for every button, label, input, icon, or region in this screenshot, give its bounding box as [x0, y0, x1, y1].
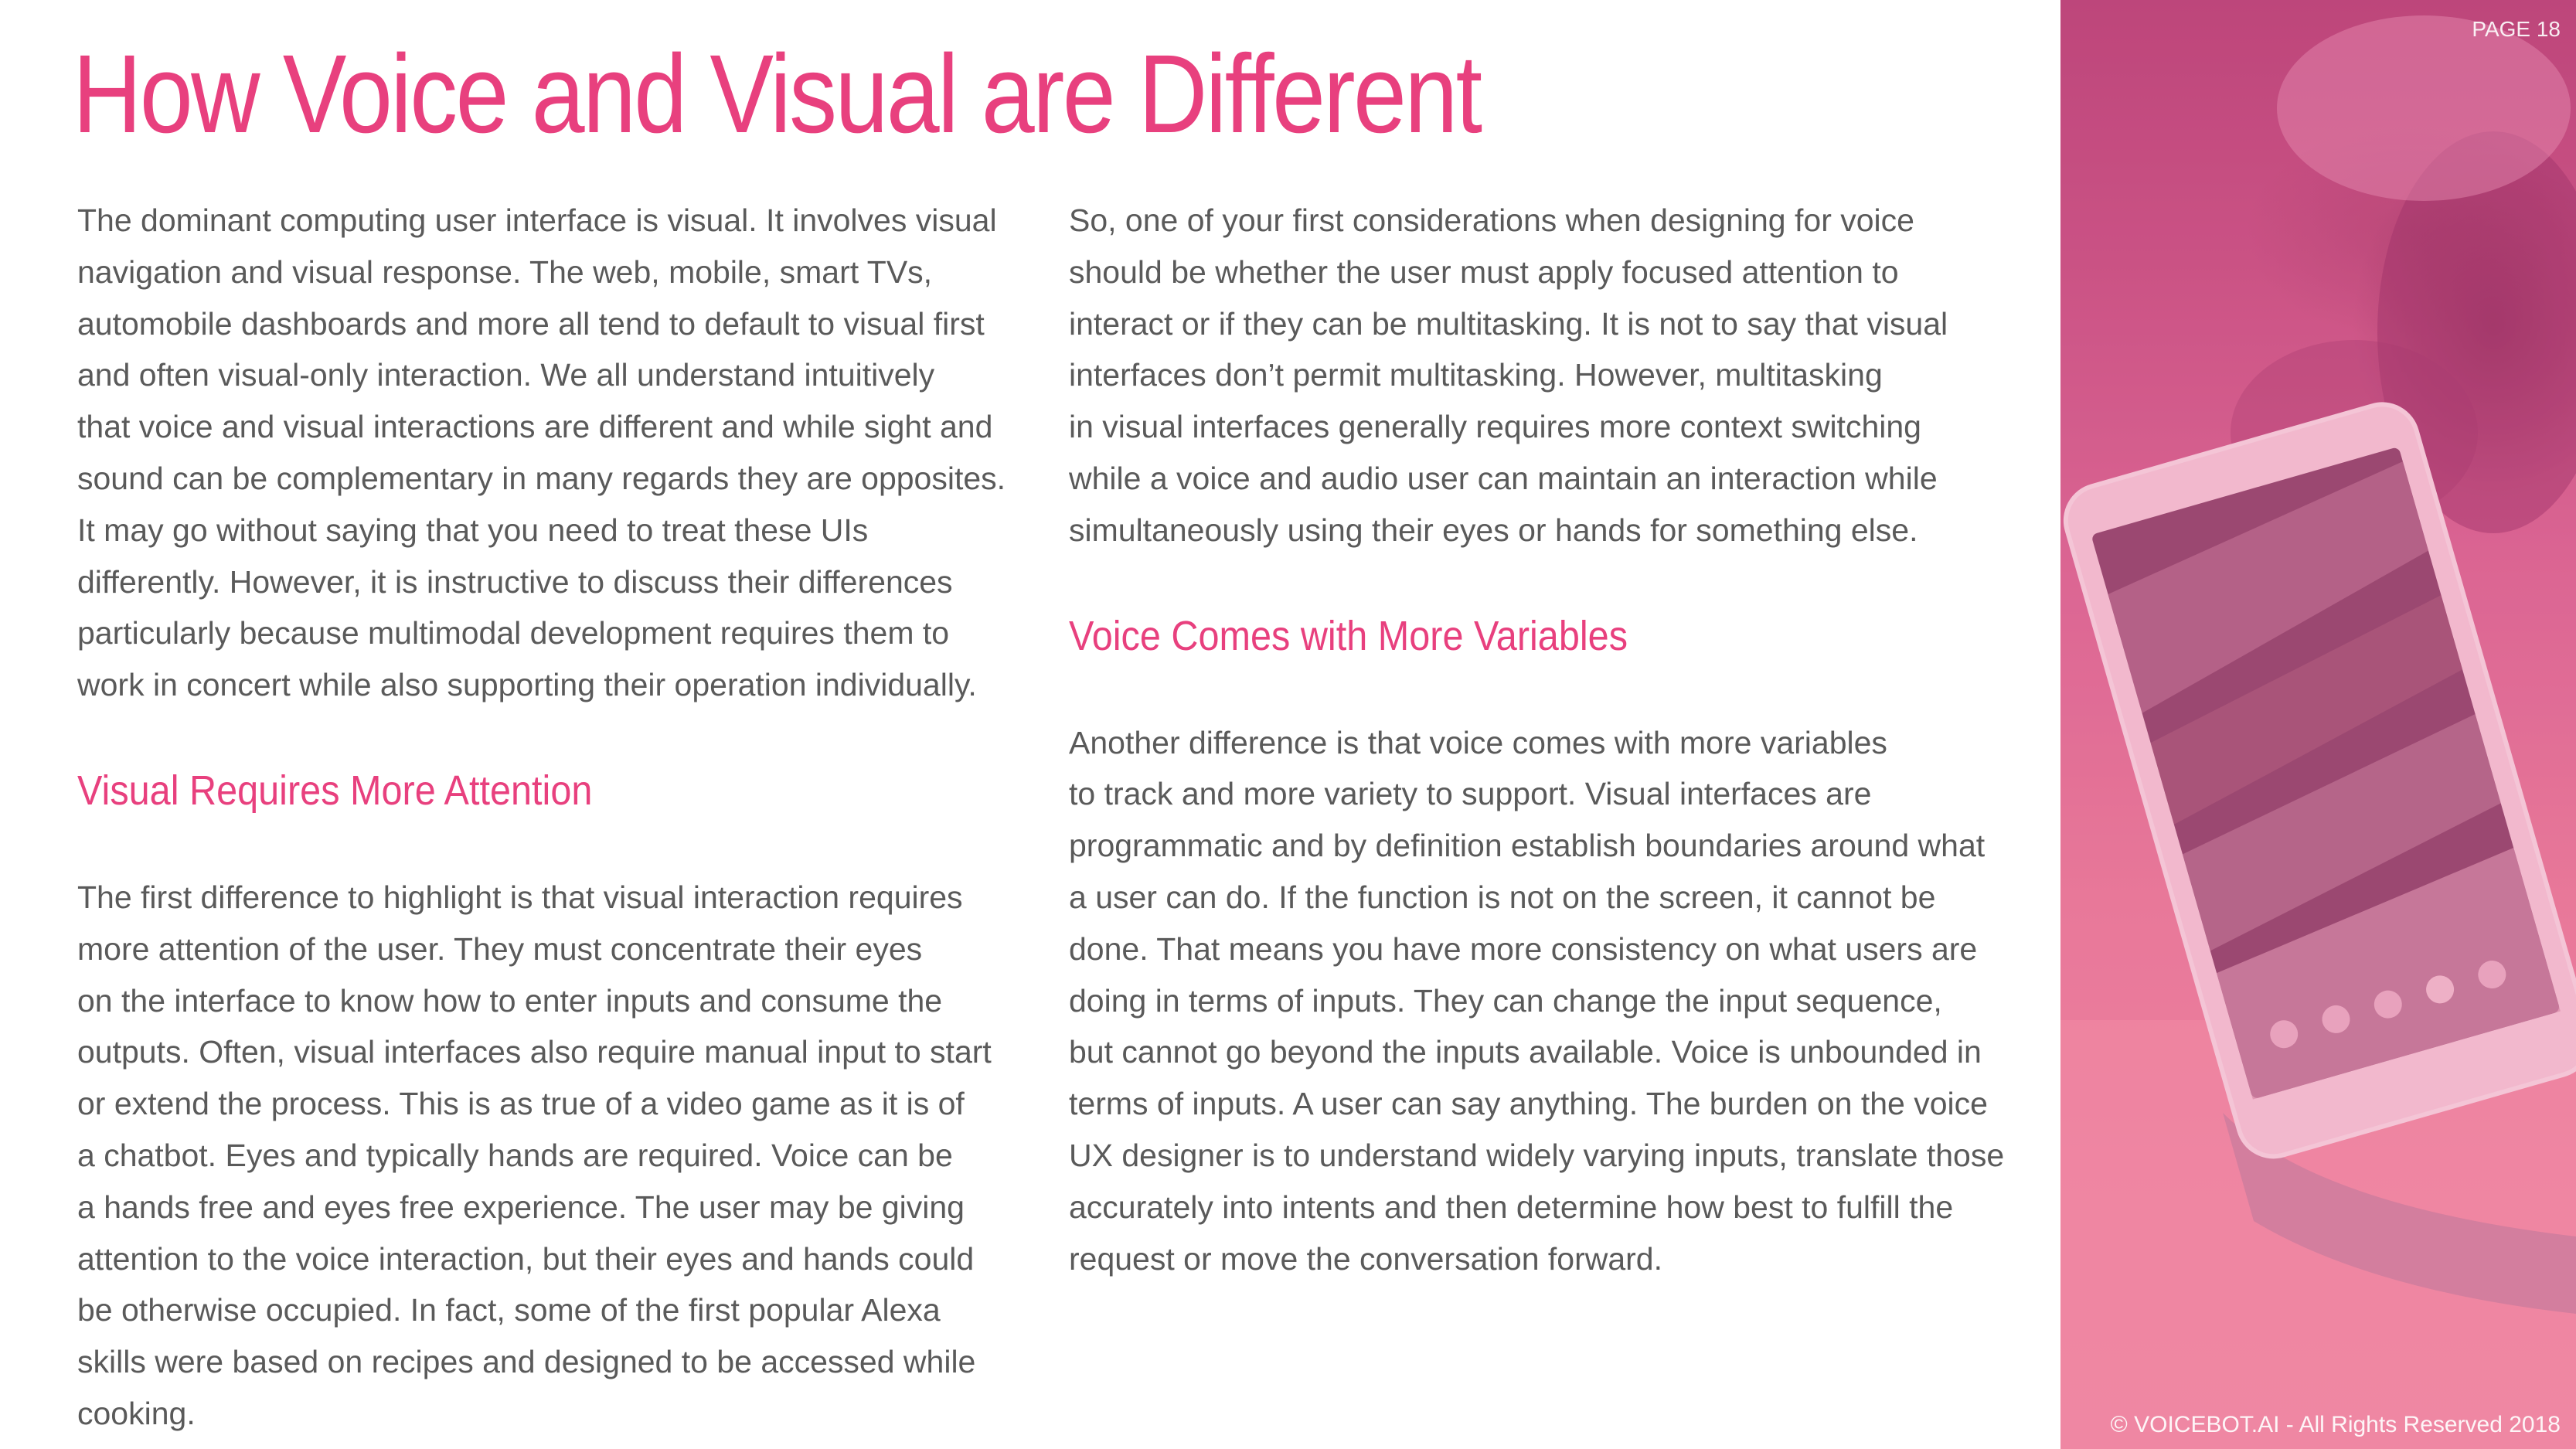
text-line: outputs. Often, visual interfaces also require manual input to start	[77, 1034, 992, 1070]
text-line: particularly because multimodal development requires them to	[77, 615, 950, 651]
text-line: and often visual-only interaction. We all understand intuitively	[77, 357, 935, 393]
text-line: be otherwise occupied. In fact, some of the first popular Alexa	[77, 1292, 941, 1328]
text-line: Another difference is that voice comes with more variables	[1069, 724, 1887, 760]
text-line: but cannot go beyond the inputs available. Voice is unbounded in	[1069, 1034, 1982, 1070]
text-line: to track and more variety to support. Visual interfaces are	[1069, 776, 1872, 812]
text-line: programmatic and by definition establish boundaries around what	[1069, 828, 1986, 864]
phone-photo	[2060, 0, 2576, 1449]
text-line: while a voice and audio user can maintain an interaction while	[1069, 460, 1938, 496]
text-line: a hands free and eyes free experience. The user may be giving	[77, 1189, 965, 1225]
text-line: interact or if they can be multitasking. It is not to say that visual	[1069, 305, 1948, 342]
section-heading-voice-variables: Voice Comes with More Variables	[1069, 612, 1628, 659]
text-line: UX designer is to understand widely varying inputs, translate those	[1069, 1137, 2005, 1173]
text-line: request or move the conversation forward.	[1069, 1240, 1662, 1277]
text-line: attention to the voice interaction, but their eyes and hands could	[77, 1240, 975, 1277]
text-line: cooking.	[77, 1395, 196, 1431]
text-line: It may go without saying that you need to treat these UIs	[77, 512, 869, 548]
page-title: How Voice and Visual are Different	[73, 32, 1481, 156]
right-column	[1069, 195, 2020, 1284]
text-line: interfaces don’t permit multitasking. However, multitasking	[1069, 357, 1883, 393]
text-line: So, one of your first considerations when designing for voice	[1069, 202, 1914, 238]
text-line: The dominant computing user interface is visual. It involves visual	[77, 202, 997, 238]
text-line: skills were based on recipes and designed to be accessed while	[77, 1344, 976, 1380]
section-paragraph-voice-variables	[1069, 717, 2020, 1285]
intro-paragraph-left	[77, 195, 1028, 711]
text-line: a user can do. If the function is not on the screen, it cannot be	[1069, 879, 1936, 915]
text-line: sound can be complementary in many regards they are opposites.	[77, 460, 1006, 496]
section-heading-visual-attention: Visual Requires More Attention	[77, 767, 593, 814]
text-line: in visual interfaces generally requires more context switching	[1069, 409, 1921, 445]
text-line: accurately into intents and then determine how best to fulfill the	[1069, 1189, 1954, 1225]
text-line: on the interface to know how to enter inputs and consume the	[77, 982, 943, 1019]
text-line: should be whether the user must apply focused attention to	[1069, 253, 1899, 290]
text-line: terms of inputs. A user can say anything. The burden on the voice	[1069, 1086, 1988, 1122]
text-line: done. That means you have more consistency on what users are	[1069, 930, 1978, 967]
phone-illustration	[2060, 0, 2576, 1449]
section-paragraph-visual-attention	[77, 872, 1028, 1440]
copyright-footer: © VOICEBOT.AI - All Rights Reserved 2018	[2110, 1412, 2561, 1437]
text-line: a chatbot. Eyes and typically hands are required. Voice can be	[77, 1137, 953, 1173]
left-column	[77, 195, 1028, 1440]
text-line: The first difference to highlight is that visual interaction requires	[77, 879, 963, 915]
page-number: PAGE 18	[2472, 17, 2561, 41]
text-line: doing in terms of inputs. They can change the input sequence,	[1069, 982, 1942, 1019]
text-line: work in concert while also supporting their operation individually.	[77, 667, 977, 703]
text-line: more attention of the user. They must concentrate their eyes	[77, 930, 923, 967]
intro-paragraph-right	[1069, 195, 2020, 556]
text-line: simultaneously using their eyes or hands for something else.	[1069, 512, 1918, 548]
text-line: that voice and visual interactions are different and while sight and	[77, 409, 993, 445]
text-line: or extend the process. This is as true of a video game as it is of	[77, 1086, 965, 1122]
text-line: navigation and visual response. The web, mobile, smart TVs,	[77, 253, 933, 290]
text-line: automobile dashboards and more all tend to default to visual first	[77, 305, 985, 342]
text-line: differently. However, it is instructive to discuss their differences	[77, 563, 953, 600]
